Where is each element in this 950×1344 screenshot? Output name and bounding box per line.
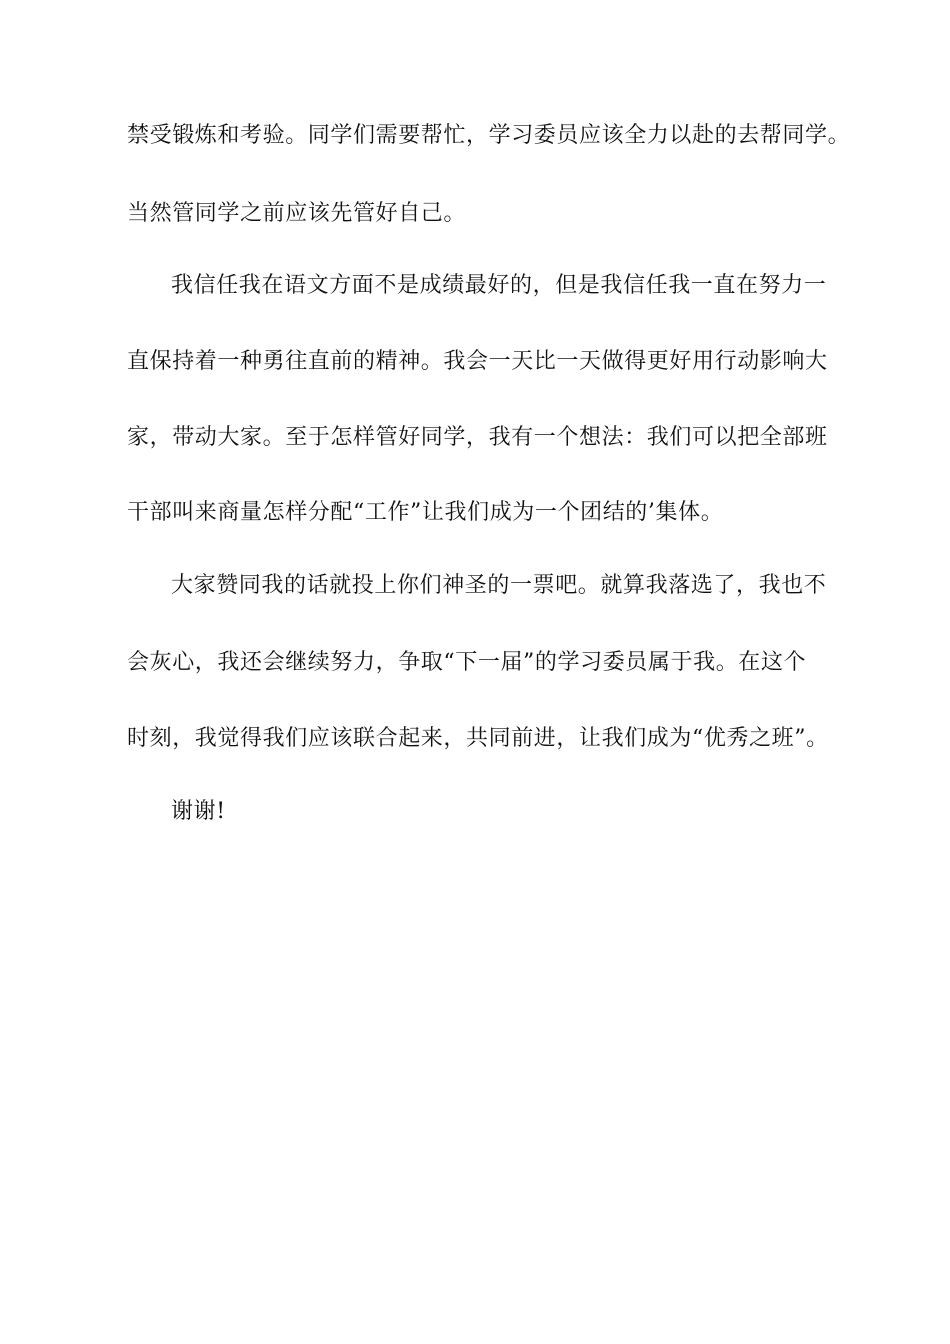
text-line: 当然管同学之前应该先管好自己。 bbox=[127, 201, 467, 226]
closing-line: 谢谢! bbox=[171, 799, 226, 824]
text-line: 禁受锻炼和考验。同学们需要帮忙，学习委员应该全力以赴的去帮同学。 bbox=[127, 123, 851, 148]
paragraph-start-line: 大家赞同我的话就投上你们神圣的一票吧。就算我落选了，我也不 bbox=[171, 573, 827, 598]
text-line: 干部叫来商量怎样分配“工作”让我们成为一个团结的’集体。 bbox=[127, 500, 724, 525]
text-line: 直保持着一种勇往直前的精神。我会一天比一天做得更好用行动影响大 bbox=[127, 349, 828, 374]
text-line: 家，带动大家。至于怎样管好同学，我有一个想法：我们可以把全部班 bbox=[127, 425, 828, 450]
text-line: 时刻，我觉得我们应该联合起来，共同前进，让我们成为“优秀之班”。 bbox=[127, 726, 829, 751]
paragraph-start-line: 我信任我在语文方面不是成绩最好的，但是我信任我一直在努力一 bbox=[171, 273, 827, 298]
text-line: 会灰心，我还会继续努力，争取“下一届”的学习委员属于我。在这个 bbox=[127, 650, 807, 675]
